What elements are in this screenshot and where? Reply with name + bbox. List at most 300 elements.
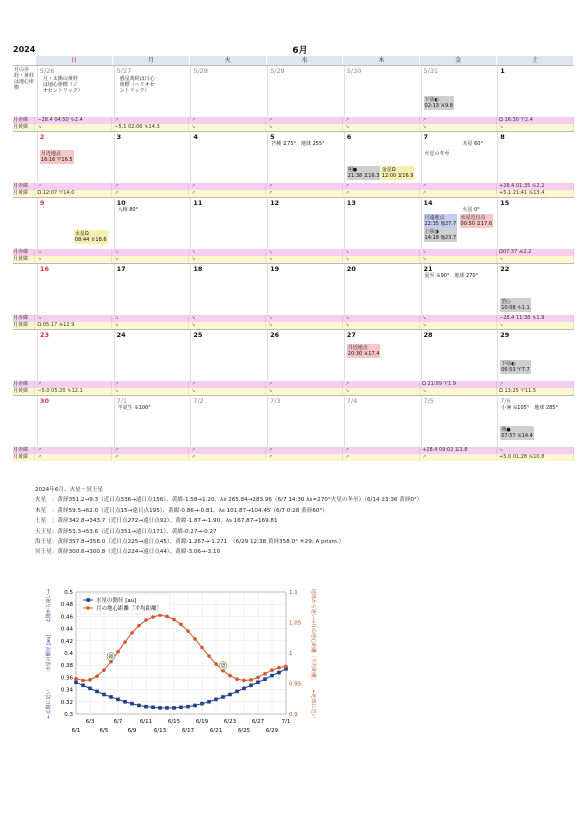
day-cell[interactable] [268,264,345,315]
series-point [186,705,190,709]
band-cell: Ω 13:25 ♈11.5 [497,388,574,395]
day-cell[interactable] [498,330,574,381]
day-number: 5/27 [116,67,132,75]
day-number: 29 [500,331,510,339]
band-cell: ↘ [497,447,574,454]
day-number: 7/1 [116,397,128,405]
y-label-right-top: 地球から遠い→ [310,588,316,624]
band-cell: ↘ [420,249,497,256]
day-number: 6 [346,133,352,141]
band-cell: ↗ [343,190,420,197]
week-cells [13,66,574,117]
weekday-5: 金 [420,56,497,65]
band-cell: ↗ [112,117,189,124]
day-cell[interactable] [422,132,499,183]
series-point [95,690,99,694]
band-cell: ↗ [420,454,497,461]
series-point [165,615,169,619]
planet-info [35,485,422,558]
band-cell: ↘ [189,256,266,263]
y-label-right: 月の地心距離［平均距離］ [310,622,316,684]
series-point [116,698,120,702]
band-cell: ↘ [189,124,266,131]
series-point [214,698,218,702]
band-cell: ↗ [189,447,266,454]
band-cell: ↘ [497,322,574,329]
day-event: 下弦◐ 02:13 ♓9.8 [424,97,453,109]
day-number: 21 [423,265,433,273]
day-cell[interactable] [191,396,268,447]
day-cell[interactable] [422,66,499,117]
x-tick-bottom: 6/9 [127,728,137,734]
series-point [81,679,85,683]
day-number: 23 [39,331,49,339]
band-cell: ↘ [112,322,189,329]
day-event: 火星の冬至 [424,151,450,157]
band-cell: ↘ [343,322,420,329]
day-event: 下弦◐ 06:53 ♈7.7 [501,361,530,373]
series-point [263,672,267,676]
series-point [74,680,78,684]
series-point [270,668,274,672]
band-node [13,190,574,197]
band-cell: ↗ [266,447,343,454]
weekday-0: 日 [36,56,113,65]
x-tick-top: 6/11 [139,719,153,725]
y-label-left: 水星の動径 [au] [46,634,52,672]
day-number: 14 [423,199,433,207]
series-point [158,706,162,710]
planet-line: 天王星：黄経53.3→53.6（近日点351→遠日点171）、黄緯-0.27→-0.27 [35,528,217,535]
day-number: 3 [116,133,122,141]
series-point [200,646,204,650]
day-cell[interactable] [38,66,115,117]
band-node [13,322,574,329]
band-moon [13,117,574,124]
series-point [207,654,211,658]
legend-mark-0 [87,598,91,602]
day-event: 朔● 07:57 ♋14.4 [501,427,533,439]
day-cell[interactable] [38,264,115,315]
day-number: 22 [500,265,510,273]
weekday-2: 火 [190,56,267,65]
series-point [116,650,120,654]
band-cell: ↘ [35,249,112,256]
series-point [81,684,85,688]
day-event: 朔● 21:38 ♊16.3 [347,167,380,179]
series-point [186,629,190,633]
week-row [13,263,574,329]
day-event: 芒種 ♊75° 地球 255° [271,141,325,147]
band-cell: ↗ [189,454,266,461]
day-cell[interactable] [268,396,345,447]
series-point [179,623,183,627]
band-cell: ↗ [266,190,343,197]
planet-line: 土星 ：黄経342.8→343.7（近日点272→遠日点92）、黄緯-1.87→-1.90、λs 167.87→169.81 [35,518,278,525]
day-number: 20 [346,265,356,273]
band-cell: ↘ [189,388,266,395]
weekday-1: 月 [113,56,190,65]
day-cell[interactable] [498,396,574,447]
day-number: 13 [346,199,356,207]
series-point [123,700,127,704]
day-number: 1 [500,67,505,75]
day-cell[interactable] [191,264,268,315]
series-point [270,674,274,678]
band-label: 月赤緯 [13,381,35,388]
y-tick-left: 0.32 [60,699,73,706]
legend-label-0: 水星の動径 [au] [96,598,137,604]
band-cell: −28.4 04:50 ♑2.4 [35,117,112,124]
x-tick-top: 6/19 [195,719,209,725]
band-cell: ↗ [420,190,497,197]
week-row [13,131,574,197]
planet-line: 火星 ：黄経351.2→9.3（近日点336→遠日点156）、黄緯-1.58→1.20、λs 265.84→283.96（6/7 14:30 λs=270°火星の冬至）（6/14 23:36 黄経0°） [35,497,423,504]
week-cells [13,132,574,183]
series-point [95,674,99,678]
series-point [130,702,134,706]
band-cell: ↗ [189,190,266,197]
planet-heading: 2024年6月、火星〜冥王星 [35,487,104,493]
band-cell: Ω07:37 ♎2.2 [497,249,574,256]
series-point [123,640,127,644]
week-side-cell [13,396,38,447]
day-cell[interactable] [268,330,345,381]
band-cell: Ω 21:09 ♈1.9 [420,381,497,388]
series-point [249,684,253,688]
day-event: 夏至 ♋90° 地球 270° [424,273,479,279]
day-cell[interactable] [115,396,192,447]
series-point [242,679,246,683]
day-cell[interactable] [498,132,574,183]
week-cells [13,330,574,381]
day-cell[interactable] [345,396,422,447]
week-row [13,395,574,461]
day-cell[interactable] [191,132,268,183]
day-event: 月近地点 20:30 ♓17.4 [347,345,380,357]
series-point [165,706,169,710]
day-cell[interactable] [38,198,115,249]
band-cell: ↘ [266,315,343,322]
planet-line: 海王星：黄経357.8→358.0（近日点225→遠日点45）、黄緯-1.267→-1.271 （6/29 12:38 黄経358.0° ♓29: A prism.） [35,539,345,546]
band-cell: ↘ [343,256,420,263]
band-node [13,256,574,263]
series-point [284,665,288,669]
x-tick-top: 6/23 [223,719,237,725]
y-tick-left: 0.3 [64,712,73,718]
band-cell: +28.4 01:35 ♋2.2 [497,183,574,190]
day-cell[interactable] [115,198,192,249]
day-number: 7/3 [270,397,281,405]
band-cell: ↗ [266,117,343,124]
day-number: 27 [346,331,356,339]
band-cell: ↘ [343,315,420,322]
series-point [200,702,204,706]
band-moon [13,381,574,388]
y-label-left-bottom: ←太陽に近い [46,689,52,719]
day-event: 惑星黄経は日心座標（ヘリオセントリック） [119,76,155,94]
day-number: 7/5 [423,397,434,405]
y-tick-right: 0.95 [289,681,302,688]
day-event: 水星Ω 08:44 ♉18.6 [74,231,107,243]
day-event: 金星Ω 12:00 ♊16.9 [381,167,414,179]
series-point [214,662,218,666]
band-cell: −5.0 05:20 ♑12.1 [35,388,112,395]
band-cell: ↗ [266,454,343,461]
series-point [256,676,260,680]
y-tick-left: 0.44 [60,626,73,633]
band-cell: ↘ [497,256,574,263]
band-label: 月黄緯 [13,124,35,131]
y-tick-left: 0.34 [60,687,73,694]
day-event: 望○ 10:08 ♑1.1 [501,299,530,311]
day-cell[interactable] [268,132,345,183]
week-row [13,197,574,263]
day-cell[interactable] [115,264,192,315]
day-cell[interactable] [38,330,115,381]
week-cells [13,264,574,315]
day-cell[interactable] [345,264,422,315]
week-cells [13,198,574,249]
day-number: 25 [193,331,203,339]
day-number: 24 [116,331,126,339]
x-tick-bottom: 6/21 [209,728,223,734]
phase-marker-label: 朔 [108,654,114,661]
band-label: 月黄緯 [13,322,35,329]
band-label: 月黄緯 [13,190,35,197]
day-number: 9 [39,199,45,207]
series-point [137,704,141,708]
band-cell: ↗ [35,454,112,461]
day-cell[interactable] [115,330,192,381]
day-event: 月遠地点 22:35 ♍27.7 [424,215,457,227]
x-tick-bottom: 6/1 [71,728,81,734]
day-cell[interactable] [115,132,192,183]
month-title: 6月 [292,46,308,56]
day-cell[interactable] [115,66,192,117]
y-tick-left: 0.36 [60,675,73,682]
day-number: 5/30 [346,67,362,75]
day-event: 木星 60° [462,141,483,147]
band-cell: ↘ [420,315,497,322]
day-cell[interactable] [345,66,422,117]
y-tick-left: 0.48 [60,602,73,609]
calendar [13,56,574,461]
day-cell[interactable] [345,330,422,381]
phase-marker-label: 望 [220,663,226,670]
day-cell[interactable] [191,330,268,381]
year-label: 2024 [13,45,36,54]
day-number: 7/6 [500,397,511,405]
y-tick-left: 0.42 [60,638,73,645]
week-row [13,329,574,395]
band-node [13,454,574,461]
legend-label-1: 月の地心距離［平均距離］ [96,606,163,612]
series-point [228,693,232,697]
band-cell: ↘ [112,256,189,263]
series-point [228,674,232,678]
series-point [235,677,239,681]
band-cell: Ω 16:30 ♈2.4 [497,117,574,124]
series-point [256,680,260,684]
band-cell: ↘ [35,315,112,322]
day-number: 7 [423,133,429,141]
day-event: 月近地点 16:16 ♈16.5 [40,151,73,163]
weekday-4: 木 [343,56,420,65]
x-tick-bottom: 6/5 [99,728,109,734]
day-number: 10 [116,199,126,207]
y-tick-right: 1.05 [289,620,302,627]
band-label: 月赤緯 [13,315,35,322]
day-cell[interactable] [191,66,268,117]
day-cell[interactable] [268,198,345,249]
day-event: 上弦◑ 14:18 ♍23.7 [424,229,457,241]
band-cell: ↘ [35,256,112,263]
band-moon [13,183,574,190]
x-tick-bottom: 6/25 [237,728,251,734]
day-event: 水星近日点 00:50 ♊17.6 [460,215,493,227]
band-moon [13,447,574,454]
y-tick-right: 0.9 [289,712,298,718]
day-number: 7/2 [193,397,204,405]
band-cell: ↗ [343,381,420,388]
band-cell: ↗ [112,447,189,454]
band-cell: +5.0 01:28 ♋10.8 [497,454,574,461]
series-point [193,637,197,641]
band-label: 月赤緯 [13,447,35,454]
series-point [144,705,148,709]
day-cell[interactable] [422,330,499,381]
day-cell[interactable] [498,66,574,117]
band-cell: ↗ [189,117,266,124]
day-number: 5/29 [270,67,285,75]
band-cell: ↗ [189,183,266,190]
band-cell: ↘ [266,249,343,256]
weekday-3: 水 [267,56,344,65]
day-cell[interactable] [345,198,422,249]
day-cell[interactable] [422,198,499,249]
series-point [74,677,78,681]
band-cell: ↘ [343,388,420,395]
series-point [263,677,267,681]
series-point [193,704,197,708]
day-number: 12 [270,199,280,207]
legend-mark-1 [86,606,90,610]
chart [40,582,320,756]
day-cell[interactable] [422,264,499,315]
day-number: 5/26 [39,67,55,75]
series-point [130,631,134,635]
day-cell[interactable] [498,264,574,315]
planet-line: 木星 ：黄経59.5→62.0（近日点15→遠日点195）、黄緯-0.86→-0.81、λs 101.87→104.45（6/7 0:28 黄経60°） [35,507,328,514]
day-cell[interactable] [38,132,115,183]
band-cell: ↘ [266,124,343,131]
band-cell: ↗ [420,117,497,124]
day-number: 17 [116,265,126,273]
day-cell[interactable] [268,66,345,117]
y-tick-left: 0.5 [64,590,73,596]
band-cell: ↗ [35,447,112,454]
series-point [109,695,113,699]
day-cell[interactable] [345,132,422,183]
band-cell: ↘ [343,124,420,131]
day-cell[interactable] [191,198,268,249]
day-event: 火星 0° [462,207,480,213]
band-cell: ↘ [420,256,497,263]
day-cell[interactable] [422,396,499,447]
week-side-cell [13,132,38,183]
planet-line: 冥王星：黄経300.6→300.8（近日点224→遠日点44）、黄緯-3.06→-3.10 [35,549,221,556]
band-label: 月赤緯 [13,183,35,190]
band-node [13,124,574,131]
series-point [151,615,155,619]
week-side-cell [13,198,38,249]
band-cell: ↘ [266,256,343,263]
series-point [277,666,281,670]
series-point [277,671,281,675]
band-cell: ↘ [420,388,497,395]
band-cell: ↘ [189,249,266,256]
day-cell[interactable] [38,396,115,447]
band-cell: −28.4 11:38 ♑1.9 [497,315,574,322]
band-cell: +5.1 21:41 ♋13.4 [497,190,574,197]
series-point [221,695,225,699]
band-label: 月黄緯 [13,454,35,461]
band-cell: ↗ [35,183,112,190]
day-number: 5 [270,133,275,141]
day-event: 小暑 ♋105° 地球 285° [501,405,558,411]
series-point [137,624,141,628]
day-number: 4 [193,133,198,141]
band-cell: ↗ [266,183,343,190]
y-label-right-bottom: ←地球に近い [310,689,316,719]
band-cell: ↘ [189,322,266,329]
day-number: 28 [423,331,433,339]
band-label: 月赤緯 [13,249,35,256]
band-cell: ↗ [343,454,420,461]
week-side-cell [13,264,38,315]
band-cell: ↗ [420,183,497,190]
series-point [235,690,239,694]
y-tick-left: 0.46 [60,614,73,621]
band-cell: Ω 12:07 ♈14.0 [35,190,112,197]
series-point [179,705,183,709]
band-moon [13,315,574,322]
band-cell: ↘ [112,315,189,322]
day-number: 7/4 [346,397,358,405]
week-side-cell: 月の赤経・黄経は地心座標 [13,66,38,117]
band-cell: ↗ [112,454,189,461]
day-number: 26 [270,331,280,339]
week-cells [13,396,574,447]
band-cell: Ω 05:17 ♎12.9 [35,322,112,329]
series-point [88,687,92,691]
x-tick-top: 6/15 [167,719,181,725]
weekday-blank [13,56,36,65]
day-event: 入梅 80° [117,207,139,213]
band-cell: −5.1 02:06 ♑14.3 [112,124,189,131]
day-cell[interactable] [498,198,574,249]
series-point [151,705,155,709]
band-label: 月黄緯 [13,388,35,395]
day-number: 8 [500,133,505,141]
band-cell: ↗ [112,381,189,388]
weekday-header [13,56,574,65]
y-label-left-top: 太陽から遠い→ [46,588,52,624]
series-point [172,618,176,622]
band-cell: ↘ [266,388,343,395]
band-cell: ↗ [343,117,420,124]
